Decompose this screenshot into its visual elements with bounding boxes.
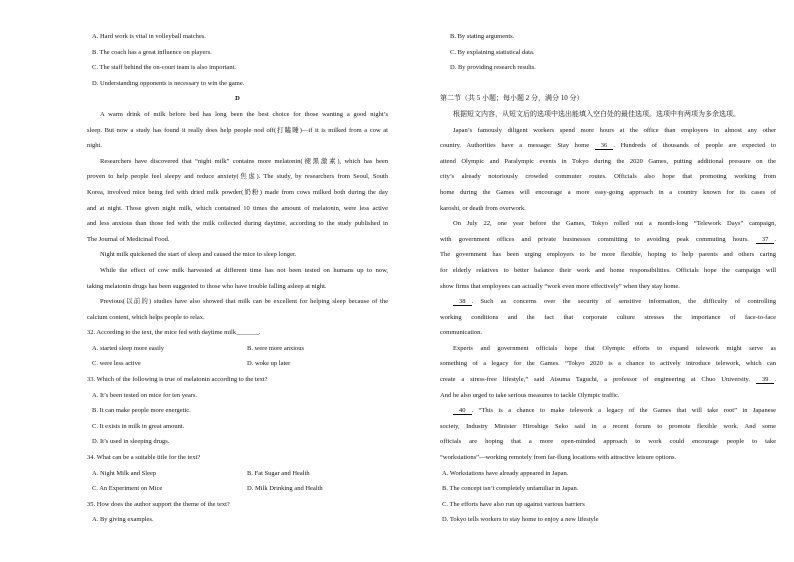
left-column <box>87 29 388 528</box>
cloze-option-b: B. The concept isn’t completely unfamiliar in Japan. <box>442 485 579 493</box>
cloze-line: On July 22, one year before the Games, Tokyo rolled out a month-long “Telework Days” campaign, <box>453 220 776 228</box>
cloze-text: . Hundreds of thousands of people are expected to <box>613 142 776 150</box>
cloze-line <box>440 294 776 310</box>
question-32-options-row <box>87 356 388 372</box>
question-34-option-c: C. An Experiment on Mice <box>92 485 163 493</box>
cloze-blank-39: 39 <box>756 376 775 384</box>
passage-d-line: night. <box>87 142 102 150</box>
question-35-option-d: D. By providing research results. <box>450 64 536 72</box>
cloze-line <box>440 403 776 419</box>
cloze-line: show firms that employees can actually “work even more effectively” when they stay home. <box>440 282 680 290</box>
passage-d-line: and less anxious than those fed with the milk collected during daytime, according to the study published in <box>87 220 388 228</box>
cloze-line <box>440 138 776 154</box>
question-34-option-d: D. Milk Drinking and Health <box>247 485 323 493</box>
cloze-option-a: A. Workstations have already appeared in Japan. <box>442 469 569 477</box>
cloze-text: . “This is a chance to make telework a legacy of the Games that will take root” in Japanese <box>471 407 776 415</box>
passage-d-line: and at night. Those given night milk, which contained 10 times the amount of melatonin, were less active <box>87 204 388 212</box>
passage-d-line: The Journal of Medicinal Food. <box>87 235 170 243</box>
cloze-line: city’s already notoriously crowded commuter routes. Officials also hope that promoting working from <box>440 173 776 181</box>
cloze-line: for elderly relatives to better balance their work and home responsibilities. Officials hope the campaign will <box>440 266 776 274</box>
question-34-stem: 34. What can be a suitable title for the text? <box>87 454 201 462</box>
q31-option-d: D. Understanding opponents is necessary to win the game. <box>92 79 245 87</box>
cloze-line: society, Industry Minister Hiroshige Seko said in a recent forum to promote flexible work. And some <box>440 422 776 430</box>
question-34-option-a: A. Night Milk and Sleep <box>92 469 157 477</box>
cloze-line <box>440 232 776 248</box>
cloze-text: with government offices and private businesses committing to avoiding peak commuting hours. <box>440 235 756 243</box>
question-35-option-b: B. By stating arguments. <box>450 33 515 40</box>
question-33-option-c: C. It exists in milk in great amount. <box>92 422 185 430</box>
question-33-option-a: A. It’s been tested on mice for ten years. <box>92 391 198 399</box>
question-35-option-a: A. By giving examples. <box>92 516 154 524</box>
cloze-option-c: C. The efforts have also run up against various barriers <box>442 500 585 508</box>
section-instruction: 根据短文内容，从短文后的选项中选出能填入空白处的最佳选项。选项中有两项为多余选项。 <box>453 109 740 118</box>
cloze-text: . <box>774 376 776 384</box>
passage-d-line: Previous(以前的) studies have also showed that milk can be excellent for helping sleep because of the <box>100 298 388 306</box>
cloze-blank-37: 37 <box>756 236 775 244</box>
spacer <box>440 76 776 92</box>
question-34-option-b: B. Fat Sugar and Health <box>247 469 310 477</box>
question-33-option-d: D. It’s used in sleeping drugs. <box>92 438 170 446</box>
passage-d-label: D <box>235 95 240 103</box>
passage-d-line: sleep. But now a study has found it really does help people nod off(打瞌睡)—if it is milked from a cow at <box>87 126 388 134</box>
question-35-stem: 35. How does the author support the theme of the text? <box>87 500 230 508</box>
right-column <box>440 29 776 528</box>
section-heading: 第二节（共 5 小题；每小题 2 分，满分 10 分） <box>440 94 584 103</box>
question-32-stem: 32. According to the text, the mice fed with daytime milk_______. <box>87 329 261 337</box>
question-35-option-c: C. By explaining statistical data. <box>450 48 535 56</box>
q31-option-a: A. Hard work is vital in volleyball matches. <box>92 33 206 40</box>
question-33-stem: 33. Which of the following is true of melatonin according to the text? <box>87 376 268 384</box>
question-32-options-row <box>87 341 388 357</box>
passage-d-line: Night milk quickened the start of sleep and caused the mice to sleep longer. <box>100 251 297 259</box>
cloze-line: karoshi, or death from overwork. <box>440 204 526 212</box>
passage-d-line: A warm drink of milk before bed has long been the best choice for those wanting a good night’s <box>100 110 388 118</box>
question-32-option-c: C. were less active <box>92 360 141 368</box>
question-34-options-row <box>87 481 388 497</box>
cloze-blank-38: 38 <box>453 298 472 306</box>
cloze-line: Experts and government officials hope that Olympic efforts to expand telework might serve as <box>453 344 776 352</box>
q31-option-c: C. The staff behind the on-court team is also important. <box>92 64 236 72</box>
passage-d-line: While the effect of cow milk harvested at different time has not been tested on humans up to now, <box>100 266 388 274</box>
cloze-blank-40: 40 <box>453 407 472 415</box>
passage-d-line: taking melatonin drugs has been suggested to those who have trouble falling asleep at night. <box>87 282 327 290</box>
cloze-line: communication. <box>440 329 483 337</box>
cloze-blank-36: 36 <box>595 142 614 150</box>
cloze-line: The government has been urging employers to be more flexible, hoping to help parents and others caring <box>440 251 776 259</box>
cloze-line: attend Olympic and Paralympic events in Tokyo during the 2020 Games, putting additional pressure on the <box>440 157 776 165</box>
cloze-option-d: D. Tokyo tells workers to stay home to enjoy a new lifestyle <box>442 516 599 524</box>
passage-d-line: calcium content, which helps people to relax. <box>87 313 205 321</box>
question-33-option-b: B. It can make people more energetic. <box>92 407 191 415</box>
cloze-text: . <box>774 235 776 243</box>
question-32-option-b: B. were more anxious <box>247 344 305 352</box>
q31-option-b: B. The coach has a great influence on players. <box>92 48 212 56</box>
cloze-line: And he also urged to take serious measures to tackle Olympic traffic. <box>440 391 620 399</box>
cloze-line: officials are hoping that a more open-minded approach to work could encourage people to take <box>440 438 776 446</box>
cloze-line: something of a legacy for the Games. “Tokyo 2020 is a chance to actively introduce telework, which can <box>440 360 776 368</box>
cloze-line: “workstations”—working remotely from far-flung locations with attractive leisure options. <box>440 454 677 462</box>
cloze-text: create a stress-free lifestyle,” said Atsuma Taguchi, a professor of engineering at Chuo University. <box>440 376 756 384</box>
cloze-line: Japan’s famously diligent workers spend more hours at the office than employers in almost any other <box>453 126 776 134</box>
question-34-options-row <box>87 466 388 482</box>
passage-d-line: Researchers have discovered that “night milk” contains more melatonin(褪黑激素), which has been <box>100 157 388 165</box>
cloze-line <box>440 372 776 388</box>
cloze-line: working conditions and the fact that corporate culture stresses the importance of face-to-face <box>440 313 776 321</box>
passage-d-line: proven to help people feel sleepy and reduce anxiety(焦虑). The study, by researchers from Seoul, South <box>87 173 388 181</box>
cloze-line: home during the Games will encourage a more easy-going approach in a country known for its cases of <box>440 188 776 196</box>
question-32-option-a: A. started sleep more easily <box>92 344 165 352</box>
cloze-text: country. Authorities have a message: Stay home <box>440 142 595 150</box>
cloze-text: . Such as concerns over the security of sensitive information, the difficulty of controlling <box>471 298 776 306</box>
passage-d-line: Korea, involved mice being fed with dried milk powder(奶粉) made from cows milked both during the day <box>87 188 388 196</box>
question-32-option-d: D. woke up later <box>247 360 291 368</box>
